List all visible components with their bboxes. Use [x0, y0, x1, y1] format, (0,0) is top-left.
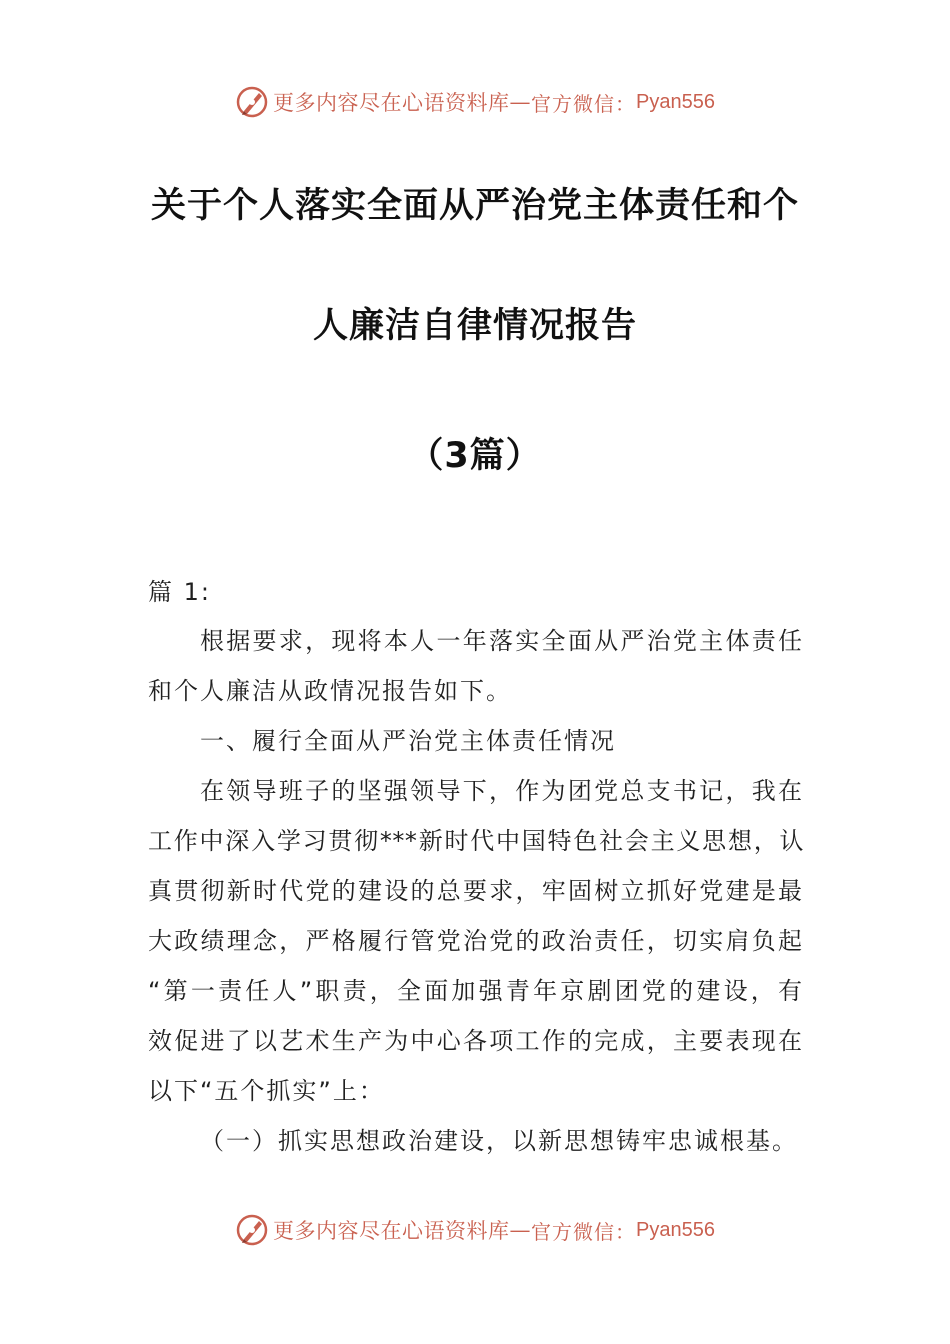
pen-logo-icon [235, 1213, 269, 1247]
watermark-dash: — [509, 1218, 532, 1242]
watermark-id: Pyan556 [636, 1218, 715, 1241]
paragraph-line: 工作中深入学习贯彻***新时代中国特色社会主义思想，认 [148, 827, 804, 855]
paragraph-line: 以下“五个抓实”上： [148, 1077, 385, 1105]
heading-line: 一、履行全面从严治党主体责任情况 [200, 727, 616, 755]
pen-logo-icon [235, 85, 269, 119]
watermark-sub-text: 官方微信： [531, 91, 637, 116]
paragraph-line: 根据要求，现将本人一年落实全面从严治党主体责任 [200, 627, 804, 655]
watermark-main-text: 更多内容尽在心语资料库 [273, 91, 510, 115]
watermark-footer [0, 1210, 950, 1250]
watermark-main-text: 更多内容尽在心语资料库 [273, 1219, 510, 1243]
title-line-2: 人廉洁自律情况报告 [312, 306, 637, 346]
watermark-header [0, 82, 950, 122]
watermark-sub-text: 官方微信： [531, 1219, 637, 1244]
watermark-id: Pyan556 [636, 90, 715, 113]
section-label: 篇 1: [148, 578, 211, 606]
paragraph-line: “第一责任人”职责，全面加强青年京剧团党的建设，有 [148, 977, 804, 1005]
title-line-1: 关于个人落实全面从严治党主体责任和个 [150, 186, 799, 226]
watermark-dash: — [509, 90, 532, 114]
paragraph-line: 和个人廉洁从政情况报告如下。 [148, 677, 512, 705]
paragraph-line: 在领导班子的坚强领导下，作为团党总支书记，我在 [200, 777, 804, 805]
paragraph-line: 真贯彻新时代党的建设的总要求，牢固树立抓好党建是最 [148, 877, 804, 905]
paragraph-line: 大政绩理念，严格履行管党治党的政治责任，切实肩负起 [148, 927, 804, 955]
title-count: （3篇） [408, 436, 542, 476]
paragraph-line: 效促进了以艺术生产为中心各项工作的完成，主要表现在 [148, 1027, 804, 1055]
subheading-line: （一）抓实思想政治建设，以新思想铸牢忠诚根基。 [200, 1127, 798, 1155]
